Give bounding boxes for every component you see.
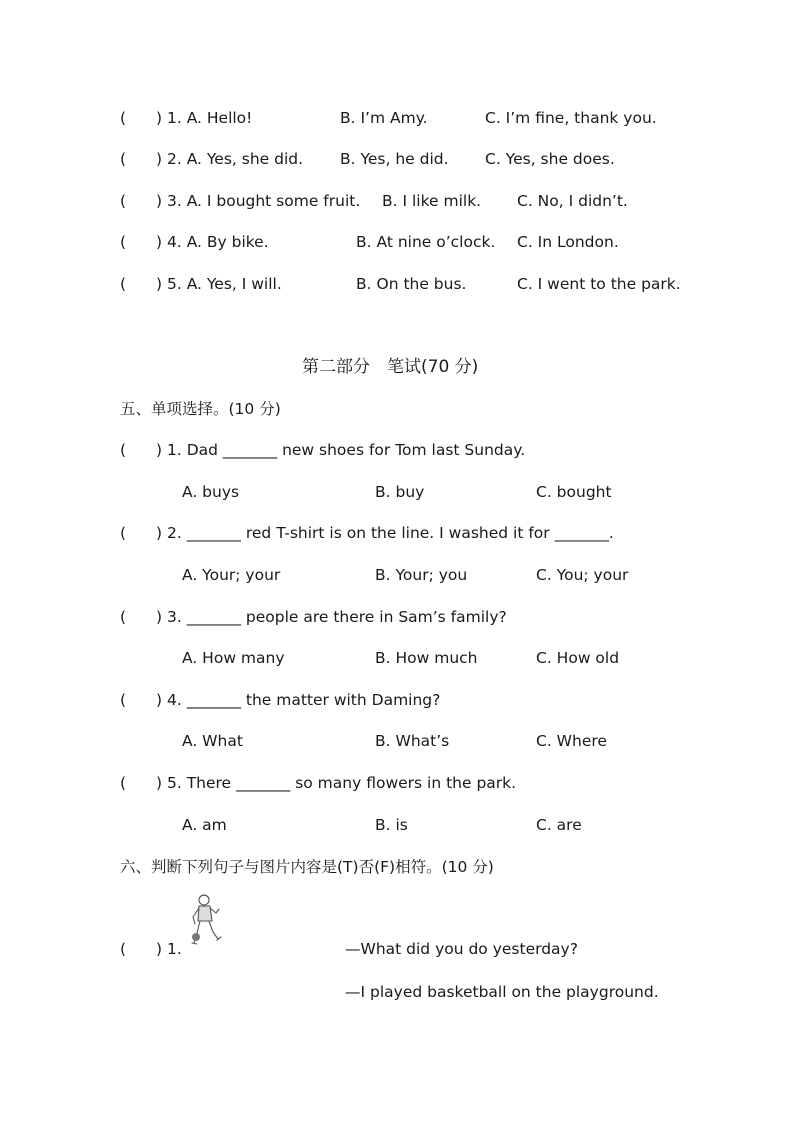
option-b: B. is: [375, 816, 408, 834]
option-a: ) 2. A. Yes, she did.: [156, 150, 304, 168]
option-b: B. At nine o’clock.: [356, 233, 496, 251]
dialogue-question: —What did you do yesterday?: [345, 940, 578, 958]
answer-paren[interactable]: (: [120, 233, 127, 251]
section-5-heading: 五、单项选择。(10 分): [120, 400, 281, 418]
option-c: C. Yes, she does.: [485, 150, 615, 168]
answer-paren[interactable]: (: [120, 691, 127, 709]
option-b: B. I like milk.: [382, 192, 482, 210]
option-a: ) 3. A. I bought some fruit.: [156, 192, 361, 210]
question-stem: ) 1. Dad _______ new shoes for Tom last Sunday.: [156, 441, 526, 459]
option-a: A. How many: [182, 649, 285, 667]
option-a: A. What: [182, 732, 243, 750]
question-stem: ) 3. _______ people are there in Sam’s family?: [156, 608, 507, 626]
question-stem: ) 2. _______ red T-shirt is on the line. I washed it for _______.: [156, 524, 614, 542]
answer-paren[interactable]: (: [120, 608, 127, 626]
answer-paren[interactable]: (: [120, 940, 127, 958]
option-b: B. On the bus.: [356, 275, 467, 293]
section-6-heading: 六、判断下列句子与图片内容是(T)否(F)相符。(10 分): [120, 858, 494, 876]
option-c: C. are: [536, 816, 582, 834]
option-a: ) 5. A. Yes, I will.: [156, 275, 282, 293]
dialogue-answer: —I played basketball on the playground.: [345, 983, 659, 1001]
basketball-player-illustration: [186, 893, 226, 951]
part-two-title: 第二部分 笔试(70 分): [302, 357, 479, 377]
question-stem: ) 4. _______ the matter with Daming?: [156, 691, 441, 709]
option-b: B. Yes, he did.: [340, 150, 449, 168]
option-a: ) 1. A. Hello!: [156, 109, 253, 127]
option-c: C. Where: [536, 732, 607, 750]
option-c: C. I went to the park.: [517, 275, 681, 293]
answer-paren[interactable]: (: [120, 150, 127, 168]
option-b: B. Your; you: [375, 566, 468, 584]
question-stem: ) 5. There _______ so many flowers in the park.: [156, 774, 517, 792]
option-c: C. You; your: [536, 566, 629, 584]
option-b: B. How much: [375, 649, 478, 667]
option-c: C. How old: [536, 649, 620, 667]
answer-paren[interactable]: (: [120, 192, 127, 210]
answer-paren[interactable]: (: [120, 524, 127, 542]
option-b: B. I’m Amy.: [340, 109, 428, 127]
option-a: ) 4. A. By bike.: [156, 233, 269, 251]
item-number: ) 1.: [156, 940, 182, 958]
answer-paren[interactable]: (: [120, 109, 127, 127]
option-a: A. Your; your: [182, 566, 281, 584]
option-a: A. am: [182, 816, 227, 834]
answer-paren[interactable]: (: [120, 275, 127, 293]
option-a: A. buys: [182, 483, 240, 501]
option-b: B. What’s: [375, 732, 450, 750]
option-c: C. I’m fine, thank you.: [485, 109, 657, 127]
option-c: C. In London.: [517, 233, 619, 251]
option-c: C. No, I didn’t.: [517, 192, 628, 210]
answer-paren[interactable]: (: [120, 441, 127, 459]
basketball-icon: [192, 933, 200, 941]
option-b: B. buy: [375, 483, 425, 501]
option-c: C. bought: [536, 483, 612, 501]
answer-paren[interactable]: (: [120, 774, 127, 792]
